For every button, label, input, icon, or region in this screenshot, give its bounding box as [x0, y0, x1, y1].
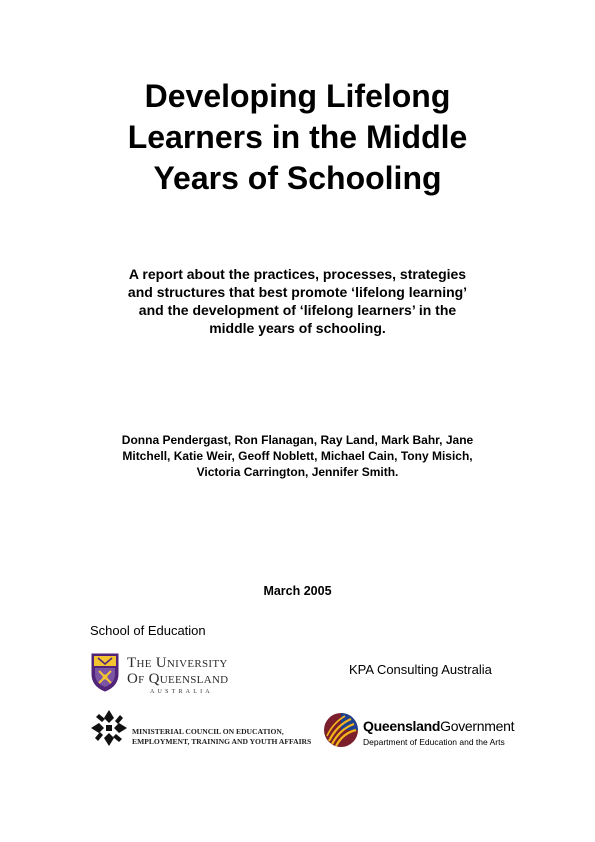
ministerial-council-emblem-icon [90, 709, 128, 747]
author-line: Victoria Carrington, Jennifer Smith. [196, 465, 399, 479]
author-line: Donna Pendergast, Ron Flanagan, Ray Land, Mark Bahr, Jane [121, 433, 474, 447]
uq-logo [90, 652, 250, 698]
qld-emblem-icon [323, 711, 359, 749]
publication-date: March 2005 [263, 584, 332, 598]
ministerial-council-logo [90, 709, 320, 749]
title-line: Learners in the Middle [127, 119, 468, 155]
title-line: Developing Lifelong [144, 78, 451, 114]
report-title [0, 76, 595, 199]
subtitle-line: middle years of schooling. [209, 320, 386, 336]
qld-brand-bold: Queensland [363, 718, 441, 734]
school-label: School of Education [90, 623, 206, 638]
qld-brand [363, 718, 514, 734]
uq-country: AUSTRALIA [150, 689, 213, 695]
title-line: Years of Schooling [153, 160, 442, 196]
uq-crest-icon [90, 652, 120, 692]
subtitle-line: and the development of ‘lifelong learners’ in the [138, 302, 457, 318]
subtitle-line: and structures that best promote ‘lifelong learning’ [127, 284, 468, 300]
ministerial-council-text [132, 727, 311, 747]
author-line: Mitchell, Katie Weir, Geoff Noblett, Michael Cain, Tony Misich, [122, 449, 473, 463]
uq-line1: The University [127, 655, 228, 671]
subtitle-line: A report about the practices, processes, strategies [128, 266, 467, 282]
author-list [75, 432, 520, 480]
mc-line2: EMPLOYMENT, TRAINING AND YOUTH AFFAIRS [132, 737, 312, 746]
qld-brand-regular: Government [440, 718, 515, 734]
qld-department: Department of Education and the Arts [363, 737, 505, 747]
uq-line2: Of Queensland [127, 671, 229, 687]
mc-line1: MINISTERIAL COUNCIL ON EDUCATION, [132, 727, 284, 736]
uq-wordmark [127, 655, 228, 687]
consultant-label: KPA Consulting Australia [349, 662, 492, 677]
qld-government-logo [323, 711, 515, 751]
report-subtitle [90, 265, 505, 337]
